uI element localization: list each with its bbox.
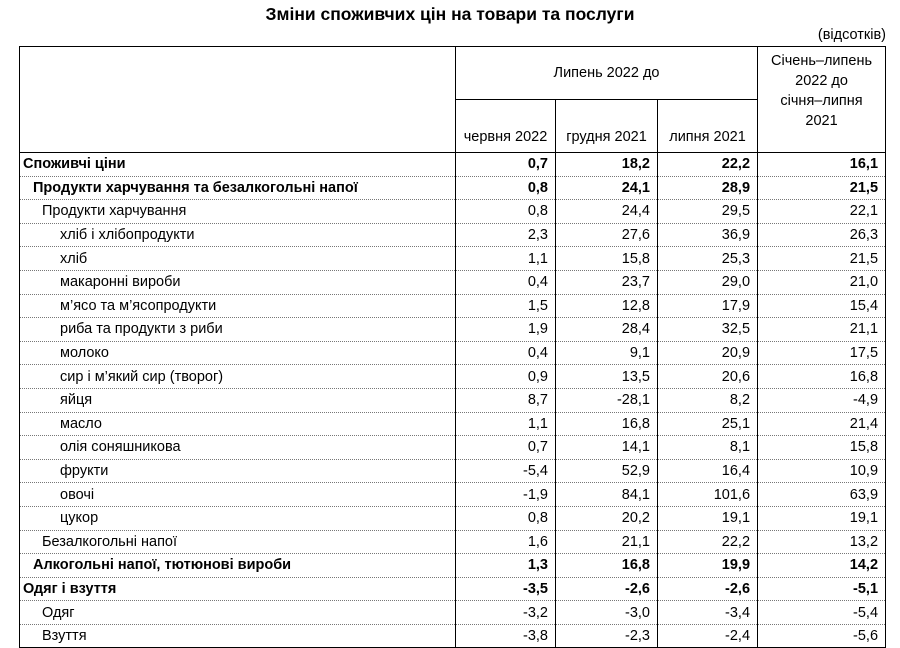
value-vs-july-2021: 32,5: [658, 318, 758, 342]
value-vs-december-2021: 24,4: [556, 200, 658, 224]
value-vs-june-2022: 0,7: [456, 436, 556, 460]
value-ytd: 21,5: [758, 176, 886, 200]
value-ytd: 13,2: [758, 530, 886, 554]
value-vs-june-2022: -5,4: [456, 459, 556, 483]
value-ytd: 63,9: [758, 483, 886, 507]
table-row: [20, 318, 886, 342]
header-ytd-line3: січня–липня: [780, 93, 863, 109]
table-row: [20, 341, 886, 365]
table-row: [20, 530, 886, 554]
value-ytd: -5,4: [758, 601, 886, 625]
value-vs-june-2022: 1,5: [456, 294, 556, 318]
table-row: [20, 483, 886, 507]
table-row: [20, 176, 886, 200]
value-ytd: 10,9: [758, 459, 886, 483]
unit-label: (відсотків): [817, 27, 886, 43]
value-vs-june-2022: 0,8: [456, 506, 556, 530]
row-label: м’ясо та м’ясопродукти: [20, 294, 456, 318]
value-vs-july-2021: 29,0: [658, 270, 758, 294]
value-vs-december-2021: 23,7: [556, 270, 658, 294]
row-label: Продукти харчування: [20, 200, 456, 224]
table-row: [20, 436, 886, 460]
header-col-july-2021: липня 2021: [658, 100, 758, 153]
value-vs-december-2021: 15,8: [556, 247, 658, 271]
value-vs-june-2022: 1,1: [456, 412, 556, 436]
header-col-december-2021: грудня 2021: [556, 100, 658, 153]
row-label: молоко: [20, 341, 456, 365]
value-vs-december-2021: 28,4: [556, 318, 658, 342]
table-row: [20, 388, 886, 412]
header-ytd: [758, 47, 886, 153]
table-row: [20, 459, 886, 483]
value-vs-june-2022: -1,9: [456, 483, 556, 507]
value-vs-december-2021: 20,2: [556, 506, 658, 530]
value-vs-june-2022: 0,7: [456, 153, 556, 177]
value-ytd: 16,8: [758, 365, 886, 389]
value-ytd: -5,6: [758, 624, 886, 648]
value-vs-july-2021: 16,4: [658, 459, 758, 483]
table-row: [20, 601, 886, 625]
value-vs-july-2021: 19,9: [658, 554, 758, 578]
value-ytd: 21,4: [758, 412, 886, 436]
value-vs-june-2022: 1,9: [456, 318, 556, 342]
value-vs-december-2021: 84,1: [556, 483, 658, 507]
value-vs-july-2021: 25,3: [658, 247, 758, 271]
row-label: масло: [20, 412, 456, 436]
value-vs-june-2022: -3,5: [456, 577, 556, 601]
row-label: Споживчі ціни: [20, 153, 456, 177]
value-ytd: 16,1: [758, 153, 886, 177]
value-ytd: 26,3: [758, 223, 886, 247]
value-vs-june-2022: -3,2: [456, 601, 556, 625]
table-row: [20, 554, 886, 578]
header-corner-cell: [20, 47, 456, 153]
value-ytd: 15,4: [758, 294, 886, 318]
value-vs-december-2021: 9,1: [556, 341, 658, 365]
value-vs-july-2021: 20,6: [658, 365, 758, 389]
value-vs-june-2022: -3,8: [456, 624, 556, 648]
header-ytd-line1: Січень–липень: [771, 53, 873, 69]
value-vs-december-2021: 16,8: [556, 554, 658, 578]
value-vs-december-2021: 52,9: [556, 459, 658, 483]
row-label: Взуття: [20, 624, 456, 648]
value-vs-july-2021: 22,2: [658, 530, 758, 554]
value-vs-june-2022: 0,8: [456, 176, 556, 200]
value-vs-june-2022: 2,3: [456, 223, 556, 247]
value-vs-july-2021: 8,2: [658, 388, 758, 412]
table-row: [20, 412, 886, 436]
value-ytd: 22,1: [758, 200, 886, 224]
row-label: риба та продукти з риби: [20, 318, 456, 342]
row-label: макаронні вироби: [20, 270, 456, 294]
value-ytd: 17,5: [758, 341, 886, 365]
value-vs-july-2021: 8,1: [658, 436, 758, 460]
header-col-june-2022: червня 2022: [456, 100, 556, 153]
value-vs-july-2021: 20,9: [658, 341, 758, 365]
price-changes-table: [19, 46, 886, 648]
table-row: [20, 153, 886, 177]
value-vs-july-2021: 17,9: [658, 294, 758, 318]
value-ytd: 14,2: [758, 554, 886, 578]
row-label: яйця: [20, 388, 456, 412]
value-vs-july-2021: 28,9: [658, 176, 758, 200]
header-ytd-line2: 2022 до: [795, 73, 848, 89]
table-header: [20, 47, 886, 153]
value-ytd: -5,1: [758, 577, 886, 601]
value-vs-july-2021: 101,6: [658, 483, 758, 507]
value-vs-december-2021: 14,1: [556, 436, 658, 460]
value-vs-july-2021: 36,9: [658, 223, 758, 247]
value-vs-december-2021: 12,8: [556, 294, 658, 318]
value-vs-december-2021: -2,3: [556, 624, 658, 648]
value-ytd: 21,5: [758, 247, 886, 271]
value-vs-june-2022: 1,1: [456, 247, 556, 271]
value-vs-december-2021: 21,1: [556, 530, 658, 554]
header-group-july-2022: Липень 2022 до: [456, 47, 758, 100]
value-vs-june-2022: 1,6: [456, 530, 556, 554]
table-row: [20, 577, 886, 601]
row-label: Продукти харчування та безалкогольні напої: [20, 176, 456, 200]
value-vs-december-2021: 24,1: [556, 176, 658, 200]
value-vs-december-2021: 27,6: [556, 223, 658, 247]
table-row: [20, 200, 886, 224]
value-vs-december-2021: 16,8: [556, 412, 658, 436]
value-vs-december-2021: -28,1: [556, 388, 658, 412]
row-label: овочі: [20, 483, 456, 507]
table-row: [20, 247, 886, 271]
row-label: Одяг і взуття: [20, 577, 456, 601]
value-vs-december-2021: 13,5: [556, 365, 658, 389]
value-vs-july-2021: 25,1: [658, 412, 758, 436]
table-body: [20, 153, 886, 648]
table-row: [20, 624, 886, 648]
value-vs-june-2022: 8,7: [456, 388, 556, 412]
row-label: олія соняшникова: [20, 436, 456, 460]
row-label: фрукти: [20, 459, 456, 483]
table-row: [20, 223, 886, 247]
value-vs-july-2021: 19,1: [658, 506, 758, 530]
value-vs-july-2021: 29,5: [658, 200, 758, 224]
value-vs-december-2021: -2,6: [556, 577, 658, 601]
table-row: [20, 506, 886, 530]
value-vs-december-2021: 18,2: [556, 153, 658, 177]
value-vs-june-2022: 0,9: [456, 365, 556, 389]
value-vs-june-2022: 1,3: [456, 554, 556, 578]
value-vs-june-2022: 0,8: [456, 200, 556, 224]
header-ytd-line4: 2021: [805, 113, 838, 129]
value-vs-july-2021: -3,4: [658, 601, 758, 625]
row-label: хліб: [20, 247, 456, 271]
value-vs-july-2021: -2,4: [658, 624, 758, 648]
value-vs-december-2021: -3,0: [556, 601, 658, 625]
table-row: [20, 365, 886, 389]
row-label: хліб і хлібопродукти: [20, 223, 456, 247]
value-ytd: 21,1: [758, 318, 886, 342]
value-ytd: 15,8: [758, 436, 886, 460]
value-ytd: 21,0: [758, 270, 886, 294]
row-label: Безалкогольні напої: [20, 530, 456, 554]
row-label: сир і м’який сир (творог): [20, 365, 456, 389]
value-ytd: 19,1: [758, 506, 886, 530]
row-label: Одяг: [20, 601, 456, 625]
row-label: цукор: [20, 506, 456, 530]
row-label: Алкогольні напої, тютюнові вироби: [20, 554, 456, 578]
table-row: [20, 270, 886, 294]
value-vs-june-2022: 0,4: [456, 341, 556, 365]
value-vs-june-2022: 0,4: [456, 270, 556, 294]
value-ytd: -4,9: [758, 388, 886, 412]
value-vs-july-2021: 22,2: [658, 153, 758, 177]
table-row: [20, 294, 886, 318]
table-title: Зміни споживчих цін на товари та послуги: [265, 4, 635, 24]
value-vs-july-2021: -2,6: [658, 577, 758, 601]
